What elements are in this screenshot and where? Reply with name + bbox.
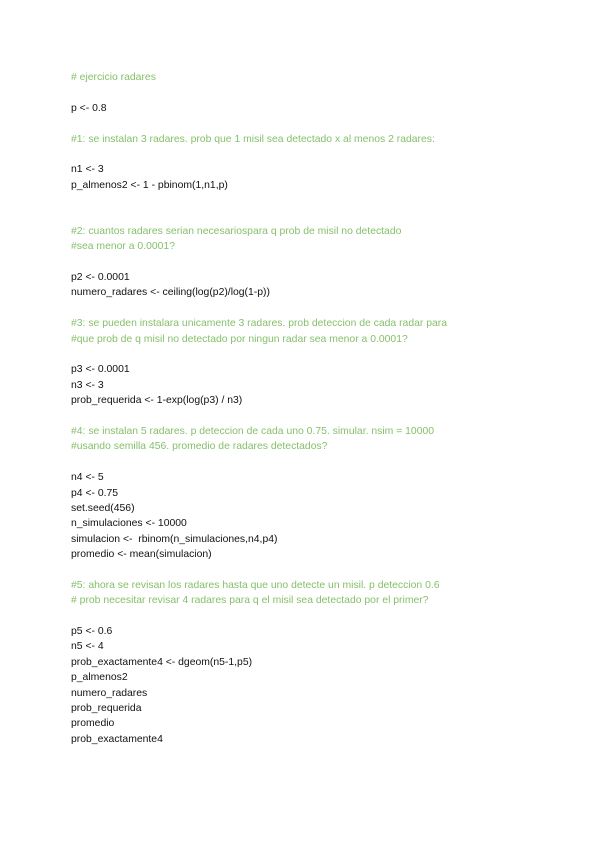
code-comment: # prob necesitar revisar 4 radares para q el misil sea detectado por el primer? [71,595,429,607]
code-line: p_almenos2 <- 1 - pbinom(1,n1,p) [71,179,228,191]
blank-line [71,563,571,578]
blank-line [71,455,571,470]
code-comment: #sea menor a 0.0001? [71,241,175,253]
code-comment: #que prob de q misil no detectado por ningun radar sea menor a 0.0001? [71,333,408,345]
code-line: n_simulaciones <- 10000 [71,518,187,530]
code-line: n4 <- 5 [71,472,104,484]
code-line: prob_exactamente4 [71,733,163,745]
code-line: simulacion <- rbinom(n_simulaciones,n4,p4) [71,533,278,545]
code-line: prob_requerida [71,703,142,715]
blank-line [71,193,571,224]
blank-line [71,409,571,424]
code-line: numero_radares <- ceiling(log(p2)/log(1-p)) [71,287,270,299]
blank-line [71,116,571,131]
code-line: promedio <- mean(simulacion) [71,549,212,561]
code-line: set.seed(456) [71,502,135,514]
code-comment: #1: se instalan 3 radares. prob que 1 misil sea detectado x al menos 2 radares: [71,133,435,145]
r-script-code [71,70,571,747]
blank-line [71,347,571,362]
code-line: numero_radares [71,687,148,699]
code-line: p2 <- 0.0001 [71,272,130,284]
blank-line [71,85,571,100]
code-comment: #4: se instalan 5 radares. p deteccion de cada uno 0.75. simular. nsim = 10000 [71,426,435,437]
code-line: n1 <- 3 [71,164,104,176]
blank-line [71,609,571,624]
code-line: n5 <- 4 [71,641,104,653]
blank-line [71,147,571,162]
code-line: n3 <- 3 [71,379,104,391]
code-comment: #3: se pueden instalara unicamente 3 radares. prob deteccion de cada radar para [71,318,448,330]
code-line: p5 <- 0.6 [71,626,113,638]
code-line: prob_exactamente4 <- dgeom(n5-1,p5) [71,656,253,668]
blank-line [71,255,571,270]
code-line: p_almenos2 [71,672,128,684]
code-comment: #usando semilla 456. promedio de radares detectados? [71,441,328,453]
code-line: p4 <- 0.75 [71,487,119,499]
code-line: prob_requerida <- 1-exp(log(p3) / n3) [71,395,243,407]
code-line: p3 <- 0.0001 [71,364,130,376]
code-line: p <- 0.8 [71,102,107,114]
code-comment: #2: cuantos radares serian necesariospara q prob de misil no detectado [71,225,402,237]
code-line: promedio [71,718,115,730]
code-comment: # ejercicio radares [71,72,156,83]
blank-line [71,301,571,316]
code-comment: #5: ahora se revisan los radares hasta que uno detecte un misil. p deteccion 0.6 [71,579,440,591]
